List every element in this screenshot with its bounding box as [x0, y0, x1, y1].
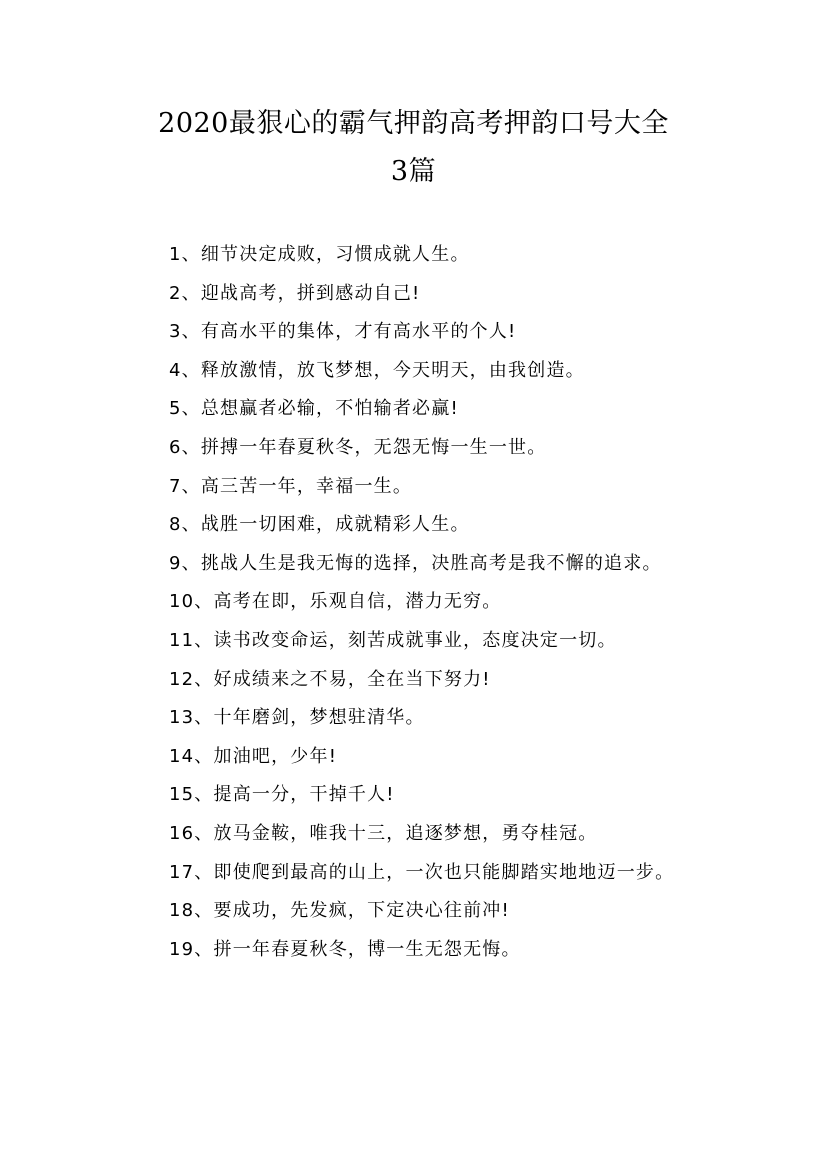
list-item: 3、有高水平的集体，才有高水平的个人! — [169, 321, 517, 343]
list-item: 19、拼一年春夏秋冬，博一生无怨无悔。 — [169, 938, 521, 960]
title-line-1: 2020最狠心的霸气押韵高考押韵口号大全 — [158, 108, 669, 139]
document-title — [90, 100, 737, 196]
list-item: 10、高考在即，乐观自信，潜力无穷。 — [169, 591, 502, 613]
title-line-2: 3篇 — [390, 156, 437, 187]
list-item: 15、提高一分，干掉千人! — [169, 784, 395, 806]
list-item: 5、总想赢者必输，不怕输者必赢! — [169, 398, 459, 420]
list-item: 8、战胜一切困难，成就精彩人生。 — [169, 514, 470, 536]
list-item: 2、迎战高考，拼到感动自己! — [169, 282, 421, 304]
list-item: 13、十年磨剑，梦想驻清华。 — [169, 707, 425, 729]
list-item: 6、拼搏一年春夏秋冬，无怨无悔一生一世。 — [169, 436, 547, 458]
list-item: 9、挑战人生是我无悔的选择，决胜高考是我不懈的追求。 — [169, 552, 662, 574]
list-item: 14、加油吧，少年! — [169, 745, 338, 767]
list-item: 11、读书改变命运，刻苦成就事业，态度决定一切。 — [169, 629, 617, 651]
list-item: 18、要成功，先发疯，下定决心往前冲! — [169, 900, 510, 922]
list-item: 17、即使爬到最高的山上，一次也只能脚踏实地地迈一步。 — [169, 861, 675, 883]
list-item: 12、好成绩来之不易，全在当下努力! — [169, 668, 491, 690]
list-item: 7、高三苦一年，幸福一生。 — [169, 475, 413, 497]
slogan-list — [127, 236, 707, 969]
list-item: 1、细节决定成败，习惯成就人生。 — [169, 244, 470, 265]
list-item: 16、放马金鞍，唯我十三，追逐梦想，勇夺桂冠。 — [169, 822, 598, 844]
list-item: 4、释放激情，放飞梦想，今天明天，由我创造。 — [169, 359, 585, 381]
